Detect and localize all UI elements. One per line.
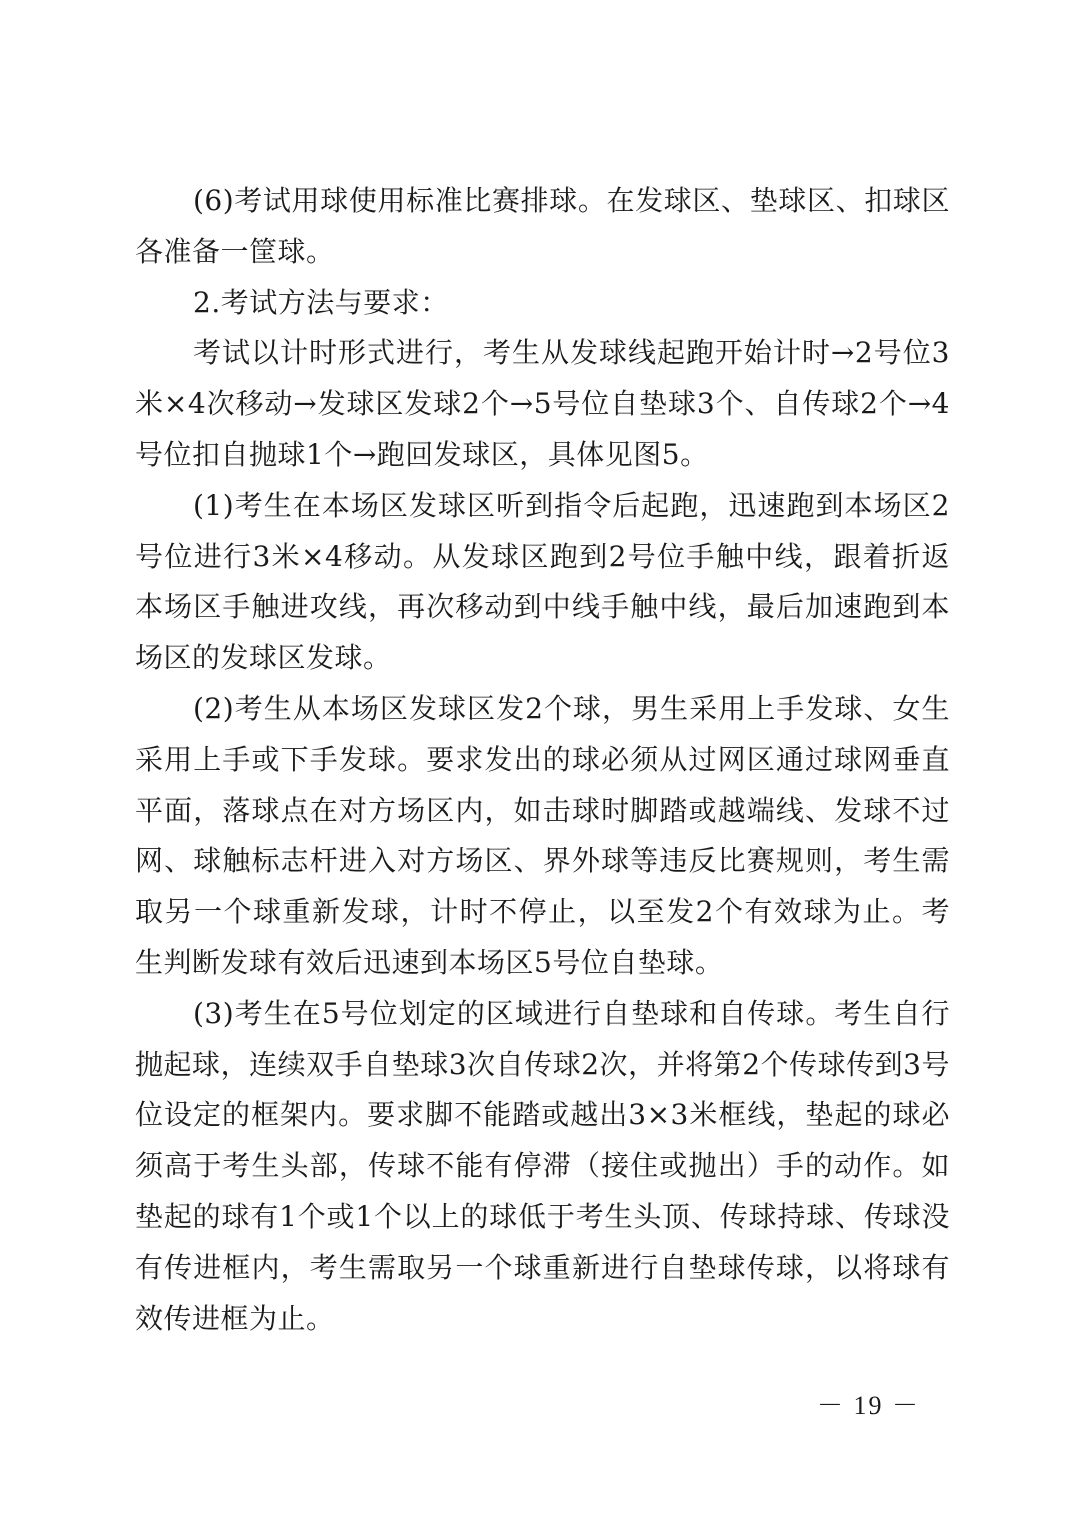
paragraph-exam-overview: 考试以计时形式进行，考生从发球线起跑开始计时→2号位3米×4次移动→发球区发球2个→5号位自垫球3个、自传球2个→4号位扣自抛球1个→跑回发球区，具体见图5。 <box>135 336 950 471</box>
paragraph-step-1-movement: (1)考生在本场区发球区听到指令后起跑，迅速跑到本场区2号位进行3米×4移动。从发球区跑到2号位手触中线，跟着折返本场区手触进攻线，再次移动到中线手触中线，最后加速跑到本场区的发球区发球。 <box>135 488 950 675</box>
paragraph-step-3-pass-set: (3)考生在5号位划定的区域进行自垫球和自传球。考生自行抛起球，连续双手自垫球3次自传球2次，并将第2个传球传到3号位设定的框架内。要求脚不能踏或越出3×3米框线，垫起的球必须高于考生头部，传球不能有停滞（接住或抛出）手的动作。如垫起的球有1个或1个以上的球低于考生头顶、传球持球、传球没有传进框内，考生需取另一个球重新进行自垫球传球，以将球有效传进框为止。 <box>135 996 950 1335</box>
document-body <box>135 176 950 1344</box>
section-heading-exam-method: 2.考试方法与要求： <box>193 285 449 319</box>
paragraph-ball-preparation: (6)考试用球使用标准比赛排球。在发球区、垫球区、扣球区各准备一筐球。 <box>135 184 950 268</box>
page-number: － 19 － <box>816 1391 920 1420</box>
paragraph-step-2-serve: (2)考生从本场区发球区发2个球，男生采用上手发球、女生采用上手或下手发球。要求发出的球必须从过网区通过球网垂直平面，落球点在对方场区内，如击球时脚踏或越端线、发球不过网、球触标志杆进入对方场区、界外球等违反比赛规则，考生需取另一个球重新发球，计时不停止，以至发2个有效球为止。考生判断发球有效后迅速到本场区5号位自垫球。 <box>135 691 950 979</box>
